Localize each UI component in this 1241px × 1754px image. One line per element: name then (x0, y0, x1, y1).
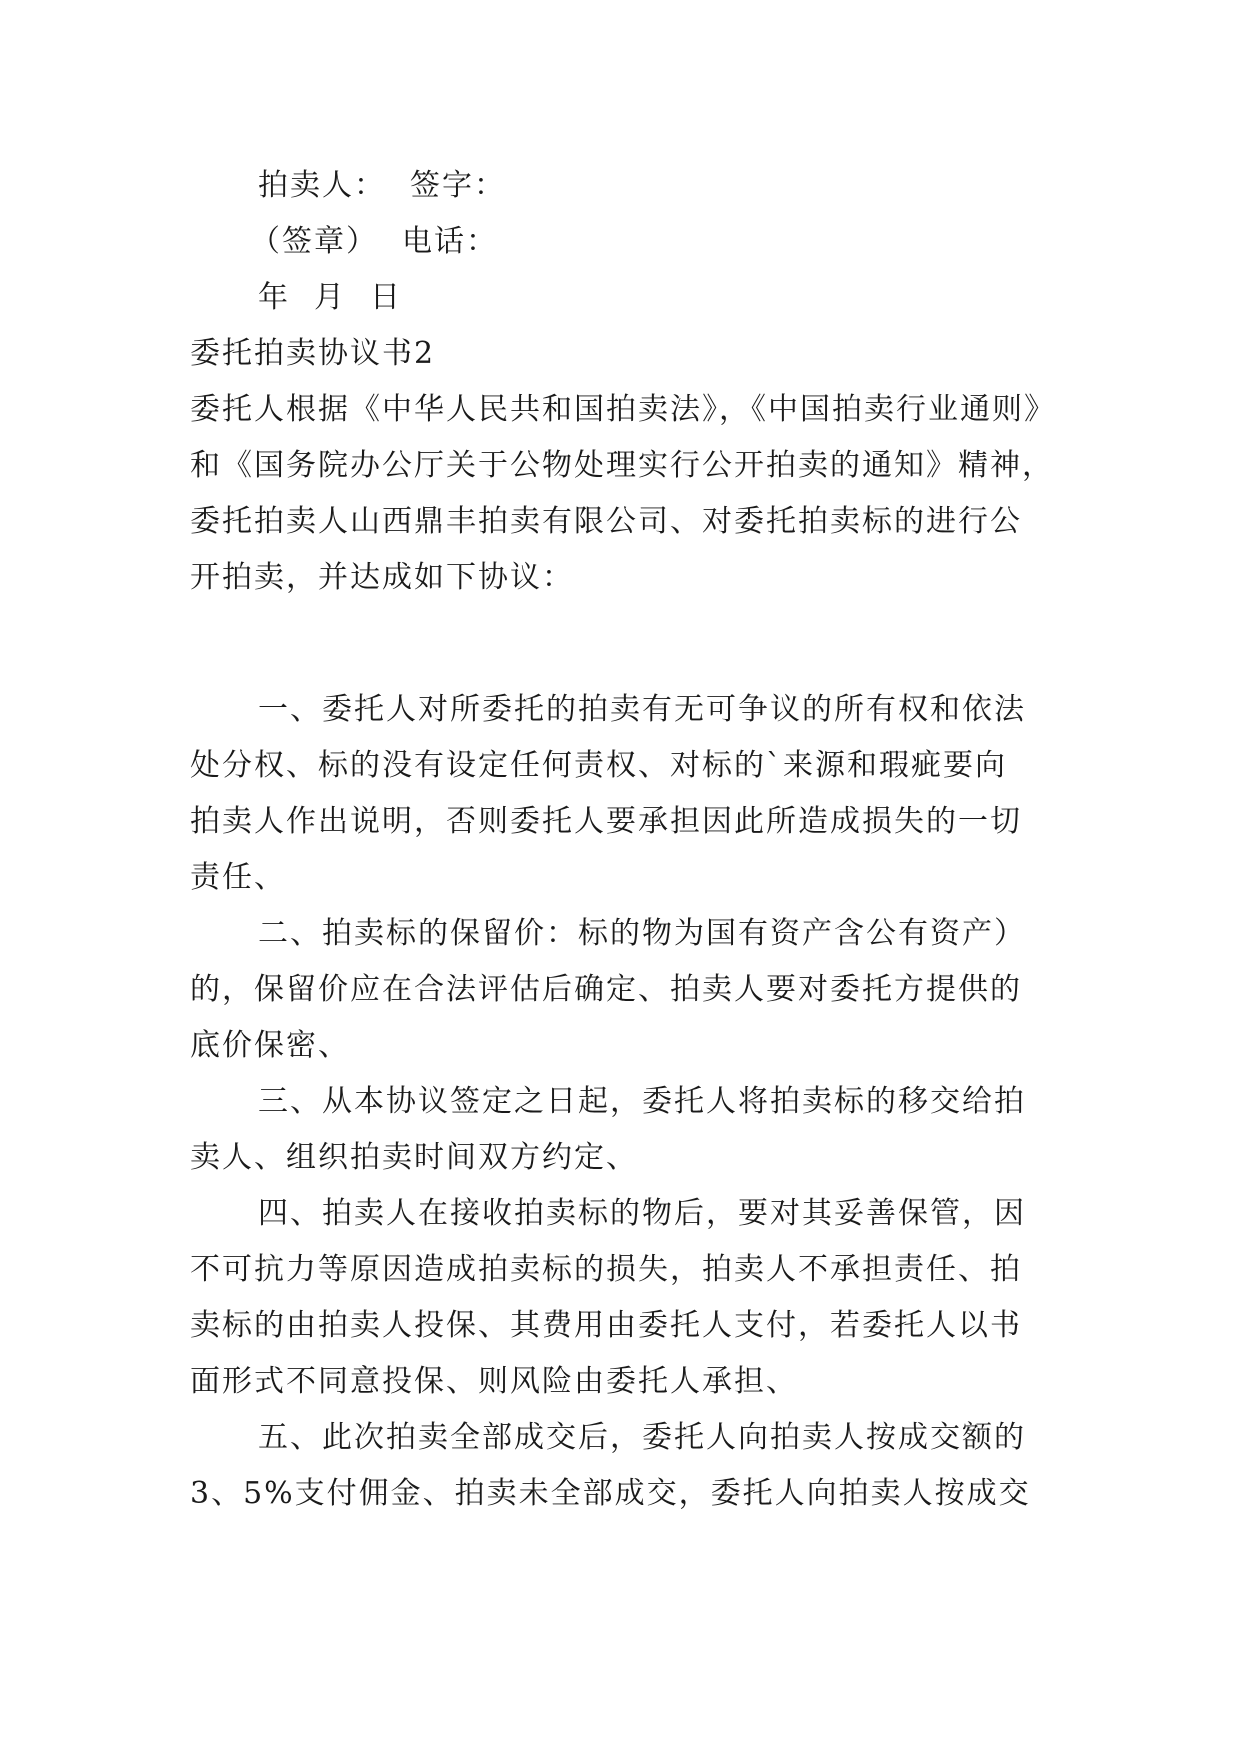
clause-4-line: 不可抗力等原因造成拍卖标的损失，拍卖人不承担责任、拍 (190, 1252, 1022, 1287)
clause-4-line: 卖标的由拍卖人投保、其费用由委托人支付，若委托人以书 (190, 1308, 1022, 1343)
date-year: 年 (258, 280, 290, 315)
date-day: 日 (370, 280, 402, 315)
intro-line: 开拍卖，并达成如下协议： (190, 560, 574, 595)
signature-line-date (258, 278, 402, 318)
intro-line: 和《国务院办公厅关于公物处理实行公开拍卖的通知》精神， (190, 448, 1054, 483)
clause-3-line: 三、从本协议签定之日起，委托人将拍卖标的移交给拍 (258, 1084, 1026, 1119)
clause-2-line: 二、拍卖标的保留价：标的物为国有资产含公有资产） (258, 916, 1026, 951)
date-month: 月 (314, 280, 346, 315)
clause-2-line: 的，保留价应在合法评估后确定、拍卖人要对委托方提供的 (190, 972, 1022, 1007)
auctioneer-label: 拍卖人： (258, 168, 386, 203)
clause-1-line: 处分权、标的没有设定任何责权、对标的`来源和瑕疵要向 (190, 748, 1007, 783)
phone-label: 电话： (402, 224, 498, 259)
clause-2-line: 底价保密、 (190, 1028, 350, 1063)
clause-4-line: 面形式不同意投保、则风险由委托人承担、 (190, 1364, 798, 1399)
clause-1-line: 一、委托人对所委托的拍卖有无可争议的所有权和依法 (258, 692, 1026, 727)
signature-line-seal (250, 222, 498, 262)
clause-5-line: 五、此次拍卖全部成交后，委托人向拍卖人按成交额的 (258, 1420, 1026, 1455)
sign-label: 签字： (410, 168, 506, 203)
clause-1-line: 拍卖人作出说明，否则委托人要承担因此所造成损失的一切 (190, 804, 1022, 839)
agreement-title: 委托拍卖协议书2 (190, 336, 436, 371)
clause-1-line: 责任、 (190, 860, 286, 895)
seal-label: （签章） (250, 224, 378, 259)
intro-line: 委托人根据《中华人民共和国拍卖法》，《中国拍卖行业通则》 (190, 392, 1056, 427)
intro-line: 委托拍卖人山西鼎丰拍卖有限公司、对委托拍卖标的进行公 (190, 504, 1022, 539)
clause-4-line: 四、拍卖人在接收拍卖标的物后，要对其妥善保管，因 (258, 1196, 1026, 1231)
signature-line-auctioneer (258, 166, 506, 206)
clause-5-line: 3、5%支付佣金、拍卖未全部成交，委托人向拍卖人按成交 (190, 1476, 1031, 1511)
clause-3-line: 卖人、组织拍卖时间双方约定、 (190, 1140, 638, 1175)
